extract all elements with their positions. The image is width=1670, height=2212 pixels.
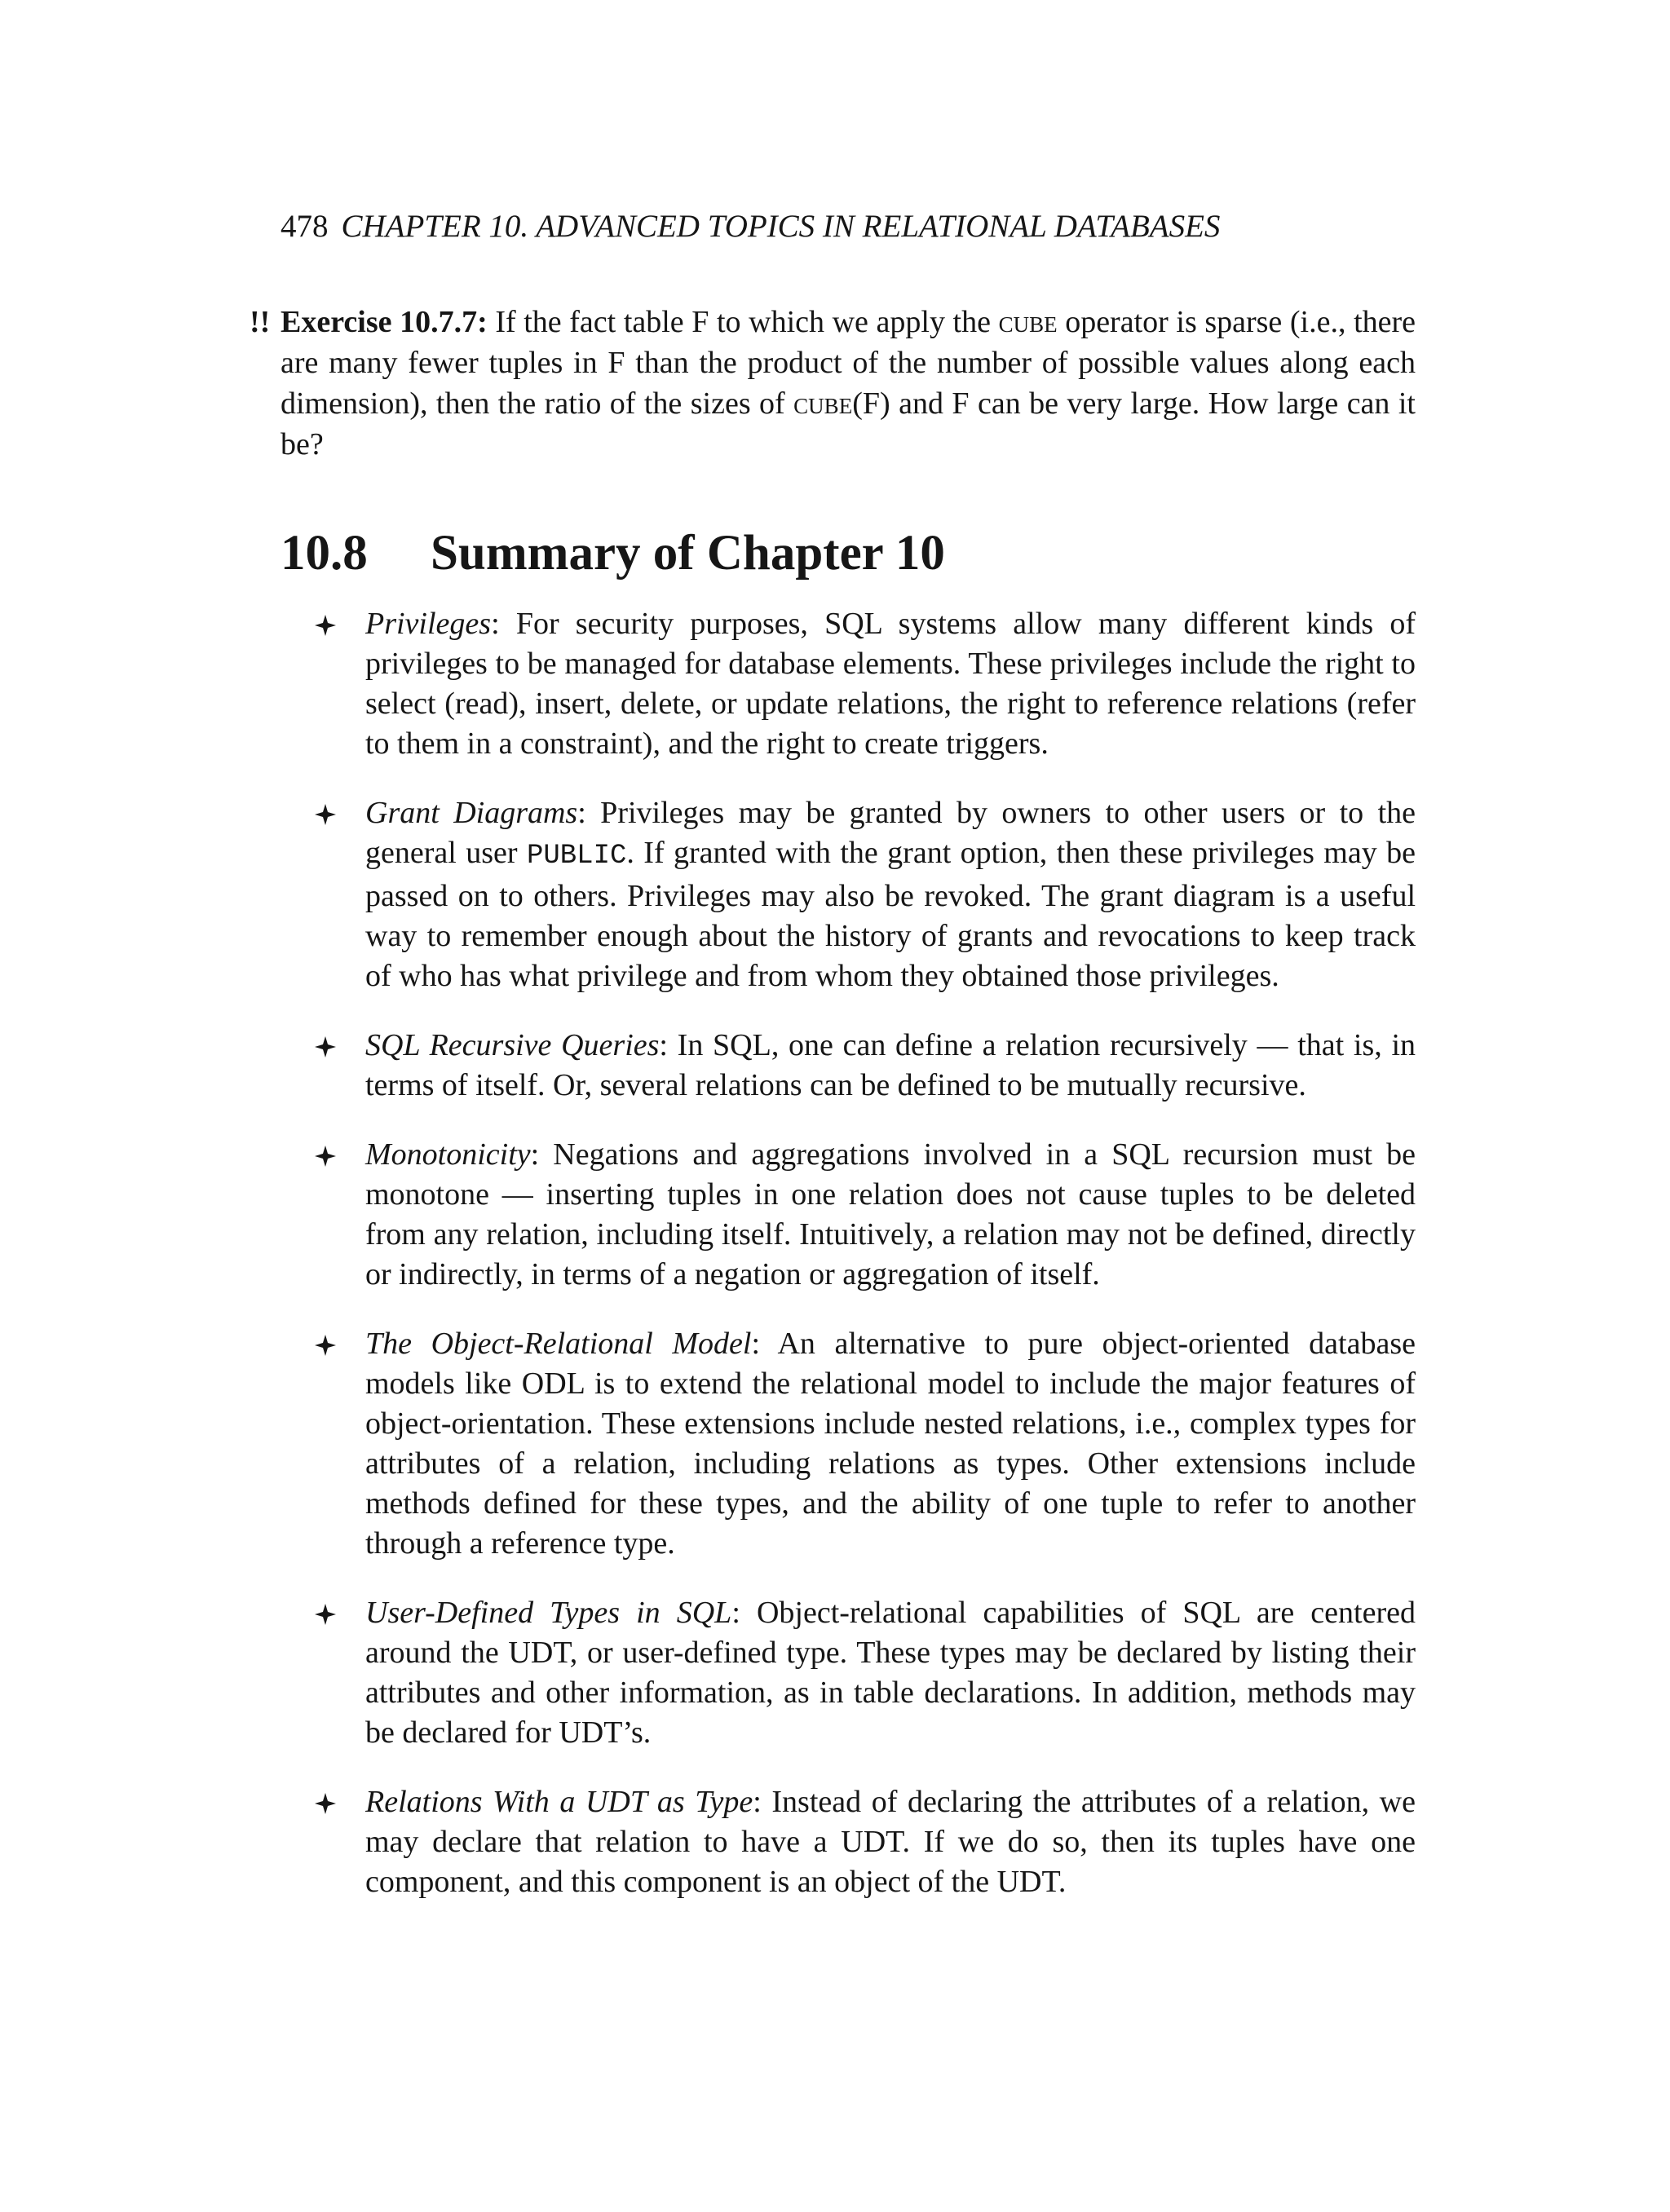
exercise-label: Exercise 10.7.7: xyxy=(281,305,488,339)
summary-term: User-Defined Types in SQL xyxy=(365,1596,732,1630)
public-keyword: PUBLIC xyxy=(526,841,627,872)
cube-operator: cube xyxy=(793,386,853,421)
summary-item-relations-with-udt xyxy=(281,1782,1416,1902)
summary-item-privileges xyxy=(281,604,1416,764)
four-point-star-bullet-icon xyxy=(315,615,336,636)
four-point-star-bullet-icon xyxy=(315,1335,336,1356)
four-point-star-bullet-icon xyxy=(315,1604,336,1625)
cube-operator: cube xyxy=(998,305,1058,339)
section-heading xyxy=(281,522,1414,585)
summary-term: Grant Diagrams xyxy=(365,796,578,830)
summary-item-sql-recursive-queries xyxy=(281,1026,1416,1106)
summary-text: . If granted with the grant option, then these privileges may be passed on to others. Privileges may also be revoked. The grant diagram is a useful way to remember enough about the history of grants and revocations to keep track of who has what privilege and from whom they obtained those privileges. xyxy=(365,836,1416,993)
section-title: Summary of Chapter 10 xyxy=(431,526,945,581)
summary-text: : Privileges may be granted by owners to other users or to the general user xyxy=(365,796,1416,870)
summary-text: : In SQL, one can define a relation recursively — that is, in terms of itself. Or, several relations can be defined to be mutually recursive. xyxy=(365,1028,1416,1102)
summary-text: : Negations and aggregations involved in a SQL recursion must be monotone — inserting tuples in one relation does not cause tuples to be deleted from any relation, including itself. Intuitively, a relation may not be defined, directly or indirectly, in terms of a negation or aggregation of itself. xyxy=(365,1137,1416,1291)
running-head xyxy=(281,205,1414,248)
summary-term: SQL Recursive Queries xyxy=(365,1028,660,1062)
exercise-10-7-7 xyxy=(250,302,1416,465)
summary-text: : Instead of declaring the attributes of a relation, we may declare that relation to have a UDT. If we do so, then its tuples have one component, and this component is an object of the UDT. xyxy=(365,1785,1416,1899)
exercise-difficulty-marker: !! xyxy=(250,305,271,339)
chapter-title: CHAPTER 10. ADVANCED TOPICS IN RELATIONAL DATABASES xyxy=(341,209,1221,244)
summary-term: The Object-Relational Model xyxy=(365,1327,752,1361)
four-point-star-bullet-icon xyxy=(315,1036,336,1057)
summary-text: : For security purposes, SQL systems allow many different kinds of privileges to be managed for database elements. These privileges include the right to select (read), insert, delete, or update relations, the right to reference relations (refer to them in a constraint), and the right to create triggers. xyxy=(365,607,1416,761)
summary-item-user-defined-types xyxy=(281,1593,1416,1753)
section-number: 10.8 xyxy=(281,526,368,581)
summary-item-grant-diagrams xyxy=(281,793,1416,996)
four-point-star-bullet-icon xyxy=(315,804,336,825)
page-number: 478 xyxy=(281,209,329,244)
summary-term: Relations With a UDT as Type xyxy=(365,1785,753,1819)
exercise-text-2: operator is sparse (i.e., there are many fewer tuples in F than the product of the number of possible values along each dimension), then the ratio of the sizes of xyxy=(281,305,1416,421)
four-point-star-bullet-icon xyxy=(315,1146,336,1167)
summary-item-object-relational-model xyxy=(281,1324,1416,1564)
chapter-summary-list xyxy=(281,604,1416,1932)
summary-term: Privileges xyxy=(365,607,492,641)
summary-text: : Object-relational capabilities of SQL are centered around the UDT, or user-defined type. These types may be declared by listing their attributes and other information, as in table declarations. In addition, methods may be declared for UDT’s. xyxy=(365,1596,1416,1750)
four-point-star-bullet-icon xyxy=(315,1793,336,1814)
summary-term: Monotonicity xyxy=(365,1137,531,1172)
summary-text: : An alternative to pure object-oriented database models like ODL is to extend the relational model to include the major features of object-orientation. These extensions include nested relations, i.e., complex types for attributes of a relation, including relations as types. Other extensions include methods defined for these types, and the ability of one tuple to refer to another through a reference type. xyxy=(365,1327,1416,1561)
exercise-text-3: (F) and F can be very large. How large can it be? xyxy=(281,386,1416,461)
summary-item-monotonicity xyxy=(281,1135,1416,1295)
exercise-text-1: If the fact table F to which we apply the xyxy=(495,305,999,339)
